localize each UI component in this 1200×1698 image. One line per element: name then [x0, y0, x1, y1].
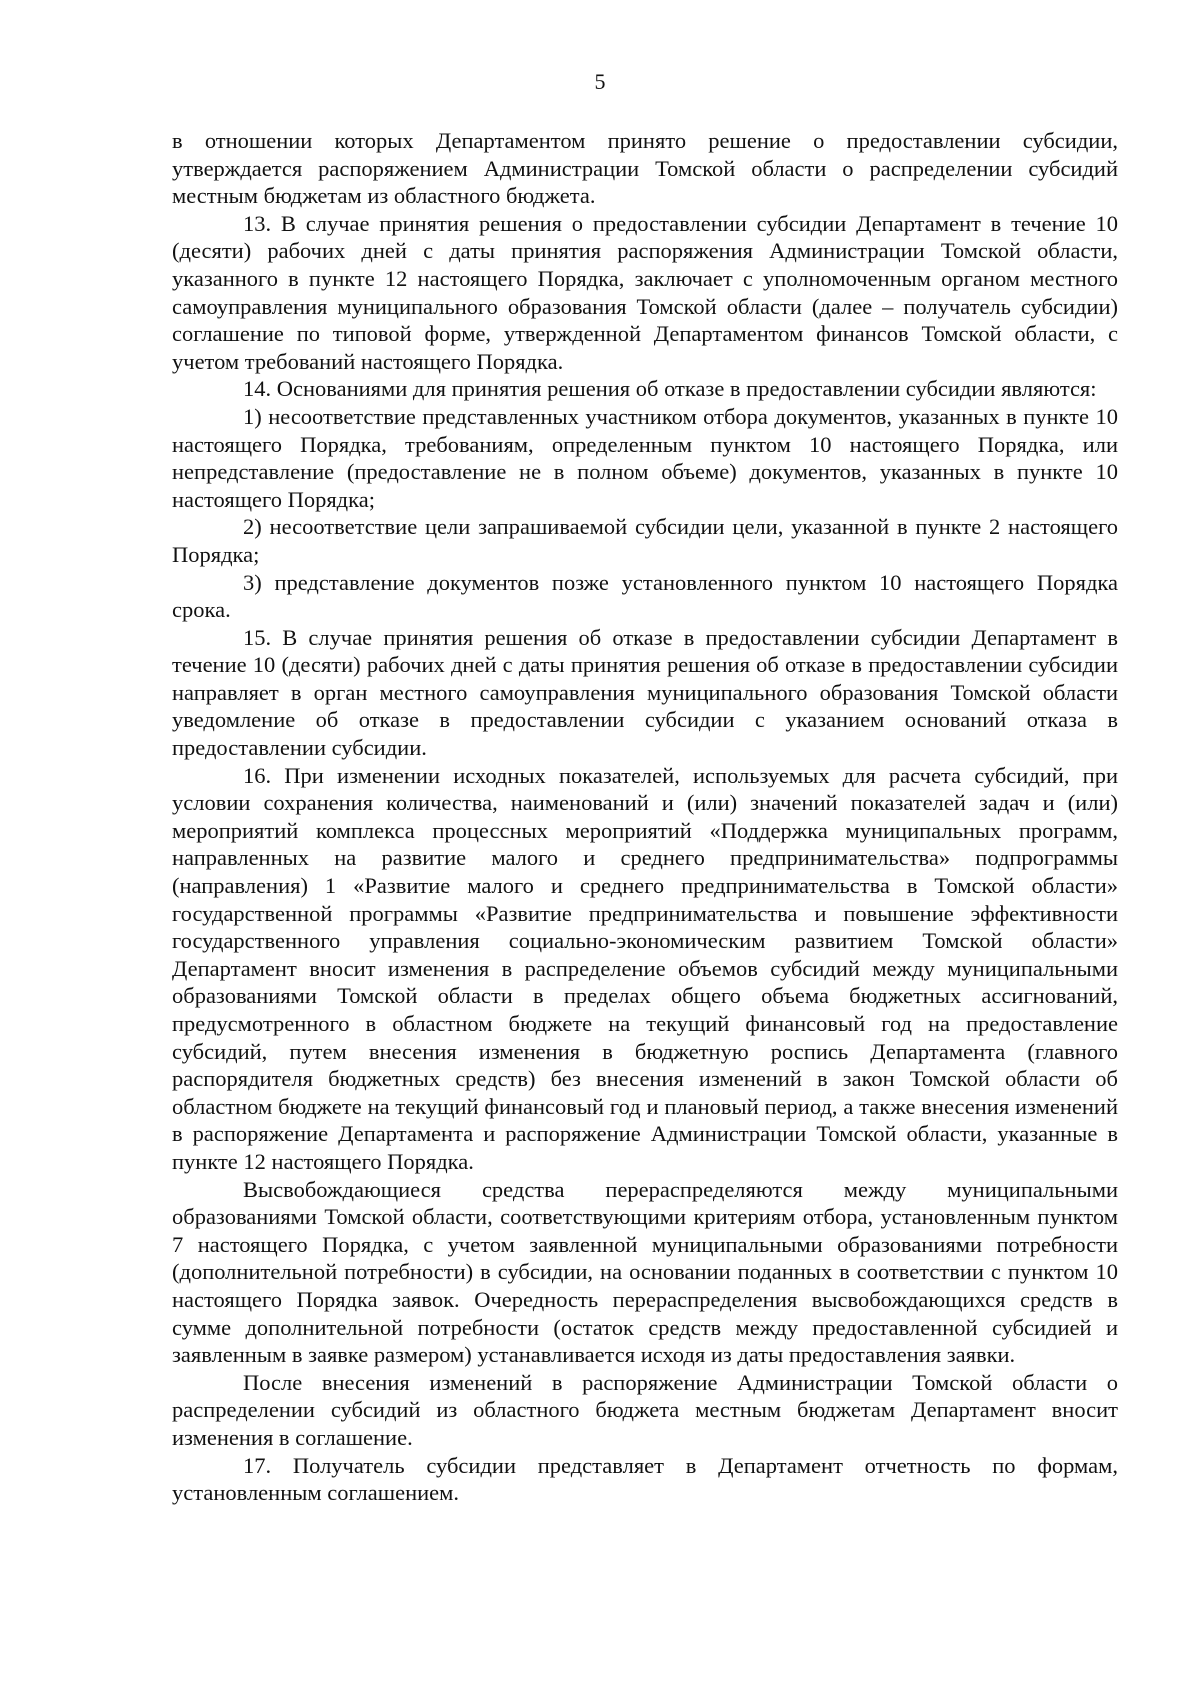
document-body: [172, 127, 1118, 1507]
paragraph-subitem-2: 2) несоответствие цели запрашиваемой субсидии цели, указанной в пункте 2 настоящего Порядка;: [172, 514, 1118, 567]
paragraph-continuation: в отношении которых Департаментом принято решение о предоставлении субсидии, утверждается распоряжением Администрации Томской области о распределении субсидий местным бюджетам из областного бюджета.: [172, 128, 1118, 209]
paragraph-subitem-3: 3) представление документов позже установленного пунктом 10 настоящего Порядка срока.: [172, 569, 1118, 623]
paragraph-agreement-changes: После внесения изменений в распоряжение Администрации Томской области о распределении субсидий из областного бюджета местным бюджетам Департамент вносит изменения в соглашение.: [172, 1369, 1118, 1450]
paragraph-item-14: 14. Основаниями для принятия решения об отказе в предоставлении субсидии являются:: [243, 376, 1097, 402]
paragraph-item-13: 13. В случае принятия решения о предоставлении субсидии Департамент в течение 10 (десяти) рабочих дней с даты принятия распоряжения Администрации Томской области, указанного в пункте 12 настоящего Порядка, заключает с уполномоченным органом местного самоуправления муниципального образования Томской области (далее – получатель субсидии) соглашение по типовой форме, утвержденной Департаментом финансов Томской области, с учетом требований настоящего Порядка.: [172, 210, 1118, 374]
paragraph-item-17: 17. Получатель субсидии представляет в Департамент отчетность по формам, установленным соглашением.: [172, 1452, 1118, 1506]
page-number: 5: [594, 69, 606, 94]
paragraph-redistribution: Высвобождающиеся средства перераспределяются между муниципальными образованиями Томской области, соответствующими критериям отбора, установленным пунктом 7 настоящего Порядка, с учетом заявленной муниципальными образованиями потребности (дополнительной потребности) в субсидии, на основании поданных в соответствии с пунктом 10 настоящего Порядка заявок. Очередность перераспределения высвобождающихся средств в сумме дополнительной потребности (остаток средств между предоставленной субсидией и заявленным в заявке размером) устанавливается исходя из даты предоставления заявки.: [172, 1176, 1118, 1368]
paragraph-item-15: 15. В случае принятия решения об отказе в предоставлении субсидии Департамент в течение 10 (десяти) рабочих дней с даты принятия решения об отказе в предоставлении субсидии направляет в орган местного самоуправления муниципального образования Томской области уведомление об отказе в предоставлении субсидии с указанием оснований отказа в предоставлении субсидии.: [172, 624, 1118, 761]
paragraph-subitem-1: 1) несоответствие представленных участником отбора документов, указанных в пункте 10 настоящего Порядка, требованиям, определенным пунктом 10 настоящего Порядка, или непредставление (предоставление не в полном объеме) документов, указанных в пункте 10 настоящего Порядка;: [172, 403, 1118, 512]
paragraph-item-16: 16. При изменении исходных показателей, используемых для расчета субсидий, при условии сохранения количества, наименований и (или) значений показателей задач и (или) мероприятий комплекса процессных мероприятий «Поддержка муниципальных программ, направленных на развитие малого и среднего предпринимательства» подпрограммы (направления) 1 «Развитие малого и среднего предпринимательства в Томской области» государственной программы «Развитие предпринимательства и повышение эффективности государственного управления социально-экономическим развитием Томской области» Департамент вносит изменения в распределение объемов субсидий между муниципальными образованиями Томской области в пределах общего объема бюджетных ассигнований, предусмотренного в областном бюджете на текущий финансовый год на предоставление субсидий, путем внесения изменения в бюджетную роспись Департамента (главного распорядителя бюджетных средств) без внесения изменений в закон Томской области об областном бюджете на текущий финансовый год и плановый период, а также внесения изменений в распоряжение Департамента и распоряжение Администрации Томской области, указанные в пункте 12 настоящего Порядка.: [172, 762, 1118, 1174]
